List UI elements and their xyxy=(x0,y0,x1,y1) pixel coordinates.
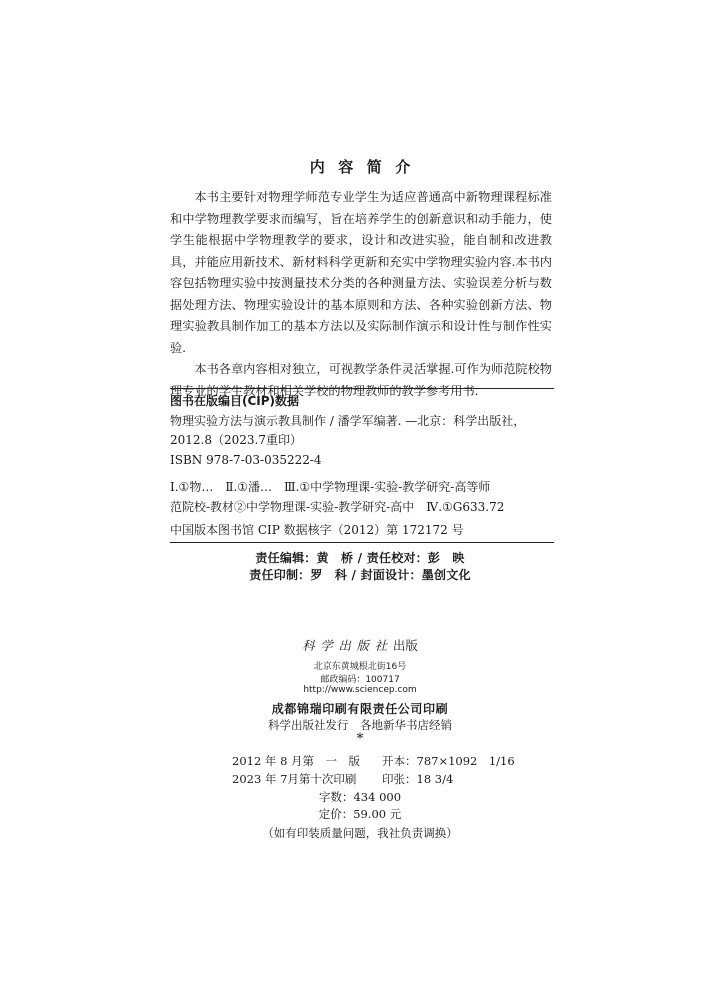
cip-subject-line: 范院校-教材②中学物理课-实验-教学研究-高中 Ⅳ.①G633.72 xyxy=(170,499,505,514)
sheets-line: 印张：18 3/4 xyxy=(382,772,454,786)
publisher-url: http://www.sciencep.com xyxy=(303,685,417,695)
publisher-postcode: 邮政编码：100717 xyxy=(320,675,400,685)
cip-data-number: 中国版本图书馆 CIP 数据核字（2012）第 172172 号 xyxy=(170,523,464,537)
summary-paragraph: 本书各章内容相对独立，可视教学条件灵活掌握.可作为师范院校物理专业的学生教材和相关学校的物理教师的教学参考用书. xyxy=(170,362,552,398)
quality-notice: （如有印装质量问题，我社负责调换） xyxy=(262,826,458,840)
edition-line: 2012 年 8 月第 一 版 xyxy=(232,754,361,768)
cip-bottom-rule xyxy=(170,542,554,543)
format-line: 开本：787×1092 1/16 xyxy=(382,754,515,768)
summary-paragraph: 本书主要针对物理学师范专业学生为适应普通高中新物理课程标准和中学物理教学要求而编写，旨在培养学生的创新意识和动手能力，使学生能根据中学物理教学的要求，设计和改进实验，能自制和改进教具，并能应用新技术、新材料科学更新和充实中学物理实验内容.本书内容包括物理实验中按测量技术分类的各种测量方法、实验误差分析与数据处理方法、物理实验设计的基本原则和方法、各种实验创新方法、物理实验教具制作加工的基本方法以及实际制作演示和设计性与制作性实验. xyxy=(170,190,552,355)
cip-heading: 图书在版编目(CIP)数据 xyxy=(170,394,300,408)
summary-text xyxy=(170,187,552,402)
credit-line: 责任印制：罗 科 / 封面设计：墨创文化 xyxy=(249,568,471,582)
cip-subject-line: Ⅰ.①物… Ⅱ.①潘… Ⅲ.①中学物理课-实验-教学研究-高等师 xyxy=(170,480,491,494)
cip-top-rule xyxy=(170,388,554,389)
separator-star: * xyxy=(356,731,364,747)
cip-block xyxy=(170,392,554,541)
word-count: 字数：434 000 xyxy=(318,790,402,804)
publisher-suffix: 出版 xyxy=(392,638,418,653)
cip-entry-line: 物理实验方法与演示教具制作 / 潘学军编著. —北京：科学出版社， xyxy=(170,413,526,428)
publisher-logo-text: 科学出版社 xyxy=(302,638,393,653)
cip-isbn: ISBN 978-7-03-035222-4 xyxy=(170,452,322,467)
distribution-line: 科学出版社发行 各地新华书店经销 xyxy=(268,718,452,732)
price: 定价：59.00 元 xyxy=(318,807,402,821)
printer-line: 成都锦瑞印刷有限责任公司印刷 xyxy=(271,702,449,716)
credit-line: 责任编辑：黄 桥 / 责任校对：彭 映 xyxy=(255,551,465,565)
publisher-address: 北京东黄城根北街16号 xyxy=(313,662,407,672)
reprint-line: 2023 年 7月第十次印刷 xyxy=(232,772,357,786)
cip-entry-line: 2012.8（2023.7重印） xyxy=(170,433,302,447)
publisher-line xyxy=(0,636,720,654)
summary-title: 内容简介 xyxy=(309,158,424,176)
